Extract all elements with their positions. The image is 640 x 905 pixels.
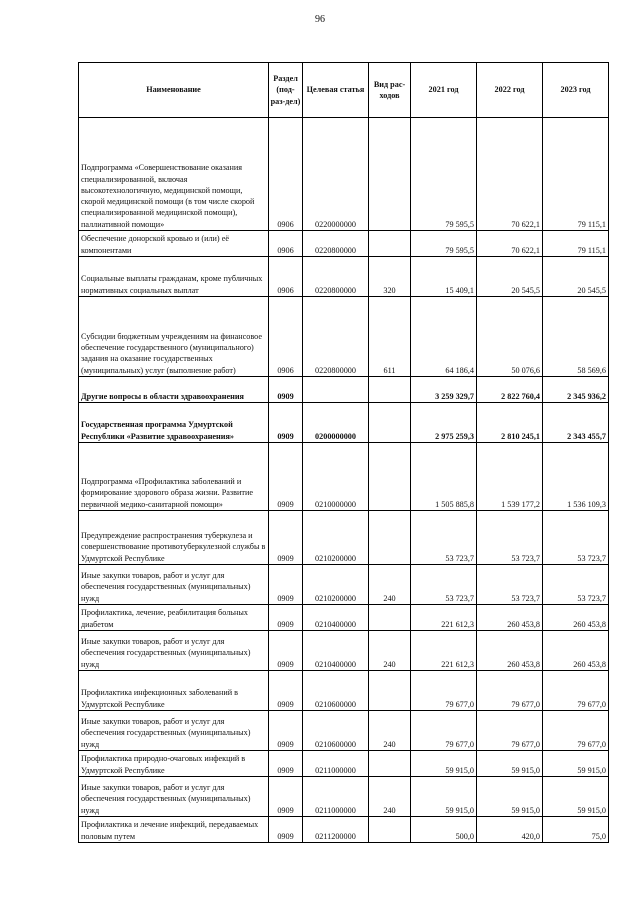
header-2021: 2021 год: [411, 63, 477, 118]
table-row: [79, 817, 609, 843]
row-expense-type: 240: [369, 565, 411, 605]
row-2022: 59 915,0: [477, 777, 543, 817]
table-row: [79, 631, 609, 671]
header-target: Целевая статья: [303, 63, 369, 118]
row-name: Профилактика и лечение инфекций, передаваемых половым путем: [79, 817, 269, 843]
row-name: Предупреждение распространения туберкулеза и совершенствование противотуберкулезной службы в Удмуртской Республике: [79, 511, 269, 565]
row-section: 0909: [269, 565, 303, 605]
row-2021: 15 409,1: [411, 257, 477, 297]
row-target: 0200000000: [303, 403, 369, 443]
row-expense-type: 240: [369, 631, 411, 671]
row-2022: 2 822 760,4: [477, 377, 543, 403]
row-2023: 79 115,1: [543, 231, 609, 257]
row-2023: 1 536 109,3: [543, 443, 609, 511]
row-2021: 1 505 885,8: [411, 443, 477, 511]
row-section: 0909: [269, 777, 303, 817]
page-number: 96: [315, 14, 325, 25]
table-row: [79, 777, 609, 817]
row-section: 0909: [269, 377, 303, 403]
row-2021: 53 723,7: [411, 565, 477, 605]
table-row: [79, 403, 609, 443]
row-2021: 79 595,5: [411, 118, 477, 231]
row-2023: 260 453,8: [543, 605, 609, 631]
row-section: 0909: [269, 711, 303, 751]
row-target: 0211200000: [303, 817, 369, 843]
row-2021: 59 915,0: [411, 777, 477, 817]
row-expense-type: [369, 817, 411, 843]
table-row: [79, 511, 609, 565]
row-target: 0210400000: [303, 605, 369, 631]
row-section: 0909: [269, 443, 303, 511]
row-2023: 2 345 936,2: [543, 377, 609, 403]
row-target: 0210000000: [303, 443, 369, 511]
row-expense-type: [369, 671, 411, 711]
row-2022: 59 915,0: [477, 751, 543, 777]
row-section: 0909: [269, 751, 303, 777]
row-2023: 59 915,0: [543, 777, 609, 817]
row-expense-type: [369, 377, 411, 403]
row-section: 0909: [269, 631, 303, 671]
row-2022: 79 677,0: [477, 711, 543, 751]
row-2023: 58 569,6: [543, 297, 609, 377]
row-section: 0906: [269, 297, 303, 377]
row-2021: 2 975 259,3: [411, 403, 477, 443]
row-name: Иные закупки товаров, работ и услуг для обеспечения государственных (муниципальных) нужд: [79, 565, 269, 605]
row-2021: 64 186,4: [411, 297, 477, 377]
row-2022: 70 622,1: [477, 118, 543, 231]
row-target: 0210400000: [303, 631, 369, 671]
row-2022: 420,0: [477, 817, 543, 843]
row-expense-type: [369, 118, 411, 231]
row-target: 0211000000: [303, 751, 369, 777]
row-2021: 500,0: [411, 817, 477, 843]
table-row: [79, 751, 609, 777]
row-2022: 260 453,8: [477, 631, 543, 671]
row-2023: 79 115,1: [543, 118, 609, 231]
row-expense-type: 320: [369, 257, 411, 297]
header-section: Раздел (под-раз-дел): [269, 63, 303, 118]
row-expense-type: [369, 605, 411, 631]
table-row: [79, 565, 609, 605]
row-section: 0909: [269, 605, 303, 631]
row-2021: 79 677,0: [411, 711, 477, 751]
row-target: 0210600000: [303, 671, 369, 711]
header-2023: 2023 год: [543, 63, 609, 118]
row-2023: 79 677,0: [543, 711, 609, 751]
row-name: Профилактика природно-очаговых инфекций в Удмуртской Республике: [79, 751, 269, 777]
row-2021: 221 612,3: [411, 605, 477, 631]
row-name: Государственная программа Удмуртской Республики «Развитие здравоохранения»: [79, 403, 269, 443]
header-name: Наименование: [79, 63, 269, 118]
row-2022: 79 677,0: [477, 671, 543, 711]
row-2021: 79 677,0: [411, 671, 477, 711]
row-2023: 79 677,0: [543, 671, 609, 711]
table-row: [79, 231, 609, 257]
row-2023: 75,0: [543, 817, 609, 843]
table-row: [79, 711, 609, 751]
row-section: 0906: [269, 118, 303, 231]
row-expense-type: [369, 751, 411, 777]
table-header-row: [79, 63, 609, 118]
table-row: [79, 443, 609, 511]
row-target: [303, 377, 369, 403]
table-row: [79, 297, 609, 377]
row-2022: 260 453,8: [477, 605, 543, 631]
row-name: Профилактика инфекционных заболеваний в Удмуртской Республике: [79, 671, 269, 711]
row-2021: 3 259 329,7: [411, 377, 477, 403]
row-expense-type: 611: [369, 297, 411, 377]
row-name: Обеспечение донорской кровью и (или) её компонентами: [79, 231, 269, 257]
header-expense-type: Вид рас-ходов: [369, 63, 411, 118]
row-2021: 59 915,0: [411, 751, 477, 777]
row-target: 0211000000: [303, 777, 369, 817]
row-2022: 20 545,5: [477, 257, 543, 297]
row-2023: 260 453,8: [543, 631, 609, 671]
row-2021: 221 612,3: [411, 631, 477, 671]
row-2022: 53 723,7: [477, 511, 543, 565]
row-section: 0906: [269, 257, 303, 297]
row-expense-type: 240: [369, 711, 411, 751]
row-2022: 70 622,1: [477, 231, 543, 257]
row-2021: 79 595,5: [411, 231, 477, 257]
table-row: [79, 605, 609, 631]
table-row: [79, 377, 609, 403]
row-name: Субсидии бюджетным учреждениям на финансовое обеспечение государственного (муниципального) задания на оказание государственных (муниципальных) услуг (выполнение работ): [79, 297, 269, 377]
row-name: Подпрограмма «Профилактика заболеваний и формирование здорового образа жизни. Развитие первичной медико-санитарной помощи»: [79, 443, 269, 511]
row-target: 0220800000: [303, 231, 369, 257]
budget-table: [78, 62, 609, 843]
row-target: 0210200000: [303, 565, 369, 605]
row-expense-type: [369, 231, 411, 257]
row-2021: 53 723,7: [411, 511, 477, 565]
row-section: 0909: [269, 817, 303, 843]
row-2022: 1 539 177,2: [477, 443, 543, 511]
row-target: 0210600000: [303, 711, 369, 751]
row-2022: 50 076,6: [477, 297, 543, 377]
row-section: 0906: [269, 231, 303, 257]
row-name: Иные закупки товаров, работ и услуг для обеспечения государственных (муниципальных) нужд: [79, 777, 269, 817]
row-2023: 2 343 455,7: [543, 403, 609, 443]
row-2023: 53 723,7: [543, 565, 609, 605]
row-name: Другие вопросы в области здравоохранения: [79, 377, 269, 403]
row-name: Подпрограмма «Совершенствование оказания специализированной, включая высокотехнологичную, медицинской помощи, скорой медицинской помощи (в том числе скорой специализированной медицинской помощи), паллиативной помощи»: [79, 118, 269, 231]
row-section: 0909: [269, 403, 303, 443]
row-2022: 53 723,7: [477, 565, 543, 605]
row-expense-type: [369, 511, 411, 565]
table-row: [79, 257, 609, 297]
row-2023: 20 545,5: [543, 257, 609, 297]
row-2023: 59 915,0: [543, 751, 609, 777]
row-target: 0220800000: [303, 257, 369, 297]
row-target: 0210200000: [303, 511, 369, 565]
row-2022: 2 810 245,1: [477, 403, 543, 443]
row-expense-type: [369, 403, 411, 443]
row-section: 0909: [269, 671, 303, 711]
row-name: Профилактика, лечение, реабилитация больных диабетом: [79, 605, 269, 631]
header-2022: 2022 год: [477, 63, 543, 118]
row-expense-type: [369, 443, 411, 511]
table-row: [79, 671, 609, 711]
row-target: 0220800000: [303, 297, 369, 377]
row-section: 0909: [269, 511, 303, 565]
row-target: 0220000000: [303, 118, 369, 231]
table-row: [79, 118, 609, 231]
row-2023: 53 723,7: [543, 511, 609, 565]
row-expense-type: 240: [369, 777, 411, 817]
row-name: Иные закупки товаров, работ и услуг для обеспечения государственных (муниципальных) нужд: [79, 631, 269, 671]
row-name: Иные закупки товаров, работ и услуг для обеспечения государственных (муниципальных) нужд: [79, 711, 269, 751]
row-name: Социальные выплаты гражданам, кроме публичных нормативных социальных выплат: [79, 257, 269, 297]
